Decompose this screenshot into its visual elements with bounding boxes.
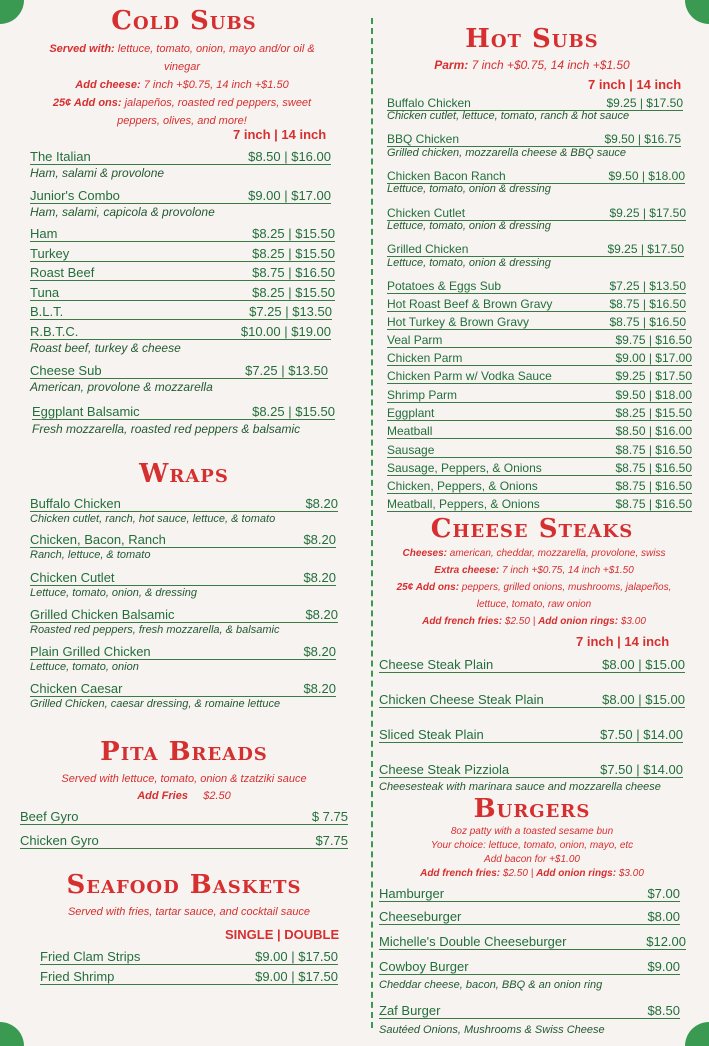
note-label: Add french fries: bbox=[420, 868, 501, 879]
item-name: Hot Roast Beef & Brown Gravy bbox=[387, 297, 553, 311]
pita-title: Pita Breads bbox=[100, 737, 268, 767]
item-price: $8.25 | $15.50 bbox=[252, 226, 335, 241]
menu-item bbox=[387, 365, 692, 384]
menu-item bbox=[30, 321, 331, 340]
menu-item bbox=[387, 402, 692, 421]
menu-item bbox=[387, 128, 681, 147]
item-description: Grilled Chicken, caesar dressing, & romaine lettuce bbox=[30, 698, 281, 710]
note-label: Served with: bbox=[49, 43, 115, 55]
item-price: $9.25 | $17.50 bbox=[609, 206, 686, 220]
menu-item bbox=[387, 293, 686, 312]
menu-item bbox=[30, 360, 328, 379]
menu-item bbox=[387, 420, 692, 439]
item-price: $9.00 | $17.50 bbox=[255, 969, 338, 984]
cheese-steaks-title: Cheese Steaks bbox=[430, 514, 634, 544]
item-price: $8.50 | $16.00 bbox=[248, 149, 331, 164]
item-name: Beef Gyro bbox=[20, 809, 79, 824]
item-price: $8.20 bbox=[305, 496, 338, 511]
item-name: Chicken Cutlet bbox=[387, 206, 466, 220]
cold-subs-title: Cold Subs bbox=[111, 6, 257, 36]
note-text: peppers, grilled onions, mushrooms, jalapeños, bbox=[459, 582, 672, 593]
item-price: $ 7.75 bbox=[311, 809, 348, 824]
item-name: Chicken Gyro bbox=[20, 833, 99, 848]
menu-item bbox=[379, 759, 683, 778]
item-description: Chicken cutlet, ranch, hot sauce, lettuce, & tomato bbox=[30, 513, 276, 525]
item-price: $8.20 bbox=[303, 644, 336, 659]
menu-item bbox=[30, 641, 336, 660]
item-name: Buffalo Chicken bbox=[387, 96, 471, 110]
menu-item bbox=[379, 956, 680, 975]
item-name: Shrimp Parm bbox=[387, 388, 458, 402]
note-line bbox=[22, 58, 342, 76]
note-text: lettuce, tomato, onion, mayo and/or oil & bbox=[114, 43, 315, 55]
menu-item bbox=[30, 604, 338, 623]
menu-item bbox=[32, 401, 335, 420]
menu-item bbox=[30, 678, 336, 697]
item-price: $8.25 | $15.50 bbox=[615, 406, 692, 420]
note-text: american, cheddar, mozzarella, provolone, swiss bbox=[447, 548, 666, 559]
item-price: $9.00 | $17.50 bbox=[255, 949, 338, 964]
item-name: Ham bbox=[30, 226, 58, 241]
menu-item bbox=[20, 830, 348, 849]
menu-item bbox=[387, 238, 684, 257]
parm-text: 7 inch +$0.75, 14 inch +$1.50 bbox=[468, 58, 630, 72]
menu-item bbox=[387, 311, 686, 330]
item-name: Eggplant Balsamic bbox=[32, 404, 140, 419]
hot-subs-sizes: 7 inch | 14 inch bbox=[588, 77, 682, 92]
item-price: $8.00 bbox=[647, 909, 680, 924]
note-text: $2.50 | bbox=[500, 868, 537, 879]
item-price: $8.20 bbox=[305, 607, 338, 622]
item-price: $7.25 | $13.50 bbox=[609, 279, 686, 293]
note-line bbox=[374, 825, 690, 839]
item-price: $9.00 | $17.00 bbox=[248, 188, 331, 203]
item-price: $7.50 | $14.00 bbox=[600, 762, 683, 777]
item-name: Chicken, Peppers, & Onions bbox=[387, 479, 538, 493]
cheese-steaks-notes bbox=[374, 545, 694, 630]
note-text: 7 inch +$0.75, 14 inch +$1.50 bbox=[499, 565, 634, 576]
corner-decoration bbox=[0, 1022, 24, 1046]
menu-item bbox=[379, 1000, 680, 1019]
item-description: Lettuce, tomato, onion bbox=[30, 661, 139, 673]
item-name: Junior's Combo bbox=[30, 188, 120, 203]
item-price: $8.50 bbox=[647, 1003, 680, 1018]
menu-item bbox=[30, 493, 338, 512]
item-description: Cheddar cheese, bacon, BBQ & an onion ring bbox=[379, 979, 603, 991]
menu-item bbox=[30, 282, 335, 301]
item-price: $8.75 | $16.50 bbox=[615, 479, 692, 493]
menu-item bbox=[379, 883, 680, 902]
note-text: $2.50 | bbox=[502, 616, 539, 627]
note-line bbox=[22, 94, 342, 112]
item-description: Ham, salami & provolone bbox=[30, 166, 165, 180]
seafood-title: Seafood Baskets bbox=[66, 870, 302, 900]
pita-fries-price: $2.50 bbox=[203, 790, 231, 802]
note-text: peppers, olives, and more! bbox=[117, 115, 247, 127]
item-price: $9.50 | $18.00 bbox=[608, 169, 685, 183]
menu-item bbox=[387, 347, 692, 366]
note-label: Add onion rings: bbox=[538, 616, 619, 627]
menu-item bbox=[379, 724, 683, 743]
menu-item bbox=[30, 243, 335, 262]
corner-decoration bbox=[685, 0, 709, 24]
pita-fries-note bbox=[0, 788, 368, 805]
note-text: Add bacon for +$1.00 bbox=[484, 854, 580, 865]
item-price: $12.00 bbox=[646, 934, 686, 949]
item-name: Eggplant bbox=[387, 406, 435, 420]
item-price: $8.25 | $15.50 bbox=[252, 404, 335, 419]
hot-subs-note bbox=[374, 57, 690, 74]
item-price: $8.75 | $16.50 bbox=[252, 265, 335, 280]
item-name: Chicken, Bacon, Ranch bbox=[30, 532, 166, 547]
item-description: Ranch, lettuce, & tomato bbox=[30, 549, 151, 561]
item-price: $8.75 | $16.50 bbox=[609, 297, 686, 311]
item-name: The Italian bbox=[30, 149, 91, 164]
note-line bbox=[374, 853, 690, 867]
menu-item bbox=[387, 493, 692, 512]
item-description: Roasted red peppers, fresh mozzarella, & balsamic bbox=[30, 624, 280, 636]
note-line bbox=[374, 867, 690, 881]
item-name: Michelle's Double Cheeseburger bbox=[379, 934, 567, 949]
note-line bbox=[374, 562, 694, 579]
item-name: Chicken Caesar bbox=[30, 681, 123, 696]
item-name: Grilled Chicken bbox=[387, 242, 469, 256]
item-description: Lettuce, tomato, onion, & dressing bbox=[30, 587, 197, 599]
note-label: 25¢ Add ons: bbox=[396, 582, 460, 593]
item-name: Hot Turkey & Brown Gravy bbox=[387, 315, 530, 329]
corner-decoration bbox=[685, 1022, 709, 1046]
item-name: Sliced Steak Plain bbox=[379, 727, 484, 742]
item-price: $8.50 | $16.00 bbox=[615, 424, 692, 438]
note-text: jalapeños, roasted red peppers, sweet bbox=[121, 97, 312, 109]
note-line bbox=[374, 839, 690, 853]
item-price: $9.25 | $17.50 bbox=[615, 369, 692, 383]
item-name: Cheese Steak Plain bbox=[379, 657, 494, 672]
menu-item bbox=[387, 475, 692, 494]
item-name: BBQ Chicken bbox=[387, 132, 460, 146]
item-name: Potatoes & Eggs Sub bbox=[387, 279, 502, 293]
item-name: Sausage, Peppers, & Onions bbox=[387, 461, 542, 475]
item-name: Zaf Burger bbox=[379, 1003, 441, 1018]
item-price: $9.00 bbox=[647, 959, 680, 974]
item-name: Tuna bbox=[30, 285, 60, 300]
menu-item bbox=[379, 654, 685, 673]
menu-item bbox=[387, 384, 692, 403]
cold-subs-sizes: 7 inch | 14 inch bbox=[233, 127, 327, 142]
item-price: $8.25 | $15.50 bbox=[252, 246, 335, 261]
note-line bbox=[374, 596, 694, 613]
item-name: Plain Grilled Chicken bbox=[30, 644, 151, 659]
item-name: Grilled Chicken Balsamic bbox=[30, 607, 175, 622]
item-name: Meatball, Peppers, & Onions bbox=[387, 497, 540, 511]
item-price: $9.50 | $18.00 bbox=[615, 388, 692, 402]
item-price: $8.20 bbox=[303, 681, 336, 696]
wraps-title: Wraps bbox=[139, 459, 229, 489]
seafood-note: Served with fries, tartar sauce, and cocktail sauce bbox=[67, 906, 311, 918]
item-name: R.B.T.C. bbox=[30, 324, 79, 339]
item-price: $8.75 | $16.50 bbox=[615, 461, 692, 475]
item-name: Chicken Bacon Ranch bbox=[387, 169, 506, 183]
note-text: vinegar bbox=[163, 61, 201, 73]
menu-item bbox=[387, 439, 692, 458]
note-label: Add french fries: bbox=[422, 616, 503, 627]
item-price: $9.25 | $17.50 bbox=[606, 96, 683, 110]
menu-item bbox=[30, 567, 336, 586]
item-price: $7.00 bbox=[647, 886, 680, 901]
item-price: $8.25 | $15.50 bbox=[252, 285, 335, 300]
note-text: 8oz patty with a toasted sesame bun bbox=[450, 826, 614, 837]
pita-note: Served with lettuce, tomato, onion & tzatziki sauce bbox=[61, 773, 307, 785]
menu-item bbox=[30, 146, 331, 165]
item-name: Fried Clam Strips bbox=[40, 949, 141, 964]
item-price: $8.75 | $16.50 bbox=[615, 497, 692, 511]
menu-item bbox=[30, 301, 332, 320]
item-name: Buffalo Chicken bbox=[30, 496, 121, 511]
note-line bbox=[374, 579, 694, 596]
item-description: Ham, salami, capicola & provolone bbox=[30, 205, 215, 219]
item-description: American, provolone & mozzarella bbox=[30, 380, 213, 394]
parm-label: Parm: bbox=[434, 58, 469, 72]
menu-item bbox=[387, 92, 683, 111]
hot-subs-title: Hot Subs bbox=[465, 24, 599, 54]
cheese-steaks-sizes: 7 inch | 14 inch bbox=[576, 634, 670, 649]
menu-item bbox=[379, 906, 680, 925]
item-price: $9.50 | $16.75 bbox=[604, 132, 681, 146]
pizziola-desc: Cheesesteak with marinara sauce and mozzarella cheese bbox=[379, 781, 661, 793]
item-price: $8.20 bbox=[303, 532, 336, 547]
menu-item bbox=[387, 457, 692, 476]
item-name: Chicken Parm bbox=[387, 351, 463, 365]
item-name: Roast Beef bbox=[30, 265, 95, 280]
note-text: $3.00 bbox=[616, 868, 644, 879]
item-description: Chicken cutlet, lettuce, tomato, ranch & hot sauce bbox=[387, 110, 630, 122]
item-price: $7.75 bbox=[315, 833, 348, 848]
item-name: Chicken Parm w/ Vodka Sauce bbox=[387, 369, 552, 383]
item-description: Lettuce, tomato, onion & dressing bbox=[387, 183, 551, 195]
note-line bbox=[22, 76, 342, 94]
item-name: Fried Shrimp bbox=[40, 969, 115, 984]
note-text: 7 inch +$0.75, 14 inch +$1.50 bbox=[140, 79, 289, 91]
column-divider bbox=[371, 18, 373, 1028]
note-label: Add cheese: bbox=[75, 79, 141, 91]
item-name: Sausage bbox=[387, 443, 435, 457]
item-price: $9.25 | $17.50 bbox=[607, 242, 684, 256]
cold-subs-notes bbox=[22, 40, 342, 130]
note-label: Extra cheese: bbox=[434, 565, 500, 576]
item-name: Cheeseburger bbox=[379, 909, 462, 924]
menu-item bbox=[379, 931, 686, 950]
item-name: Chicken Cheese Steak Plain bbox=[379, 692, 544, 707]
note-text: lettuce, tomato, raw onion bbox=[476, 599, 592, 610]
item-price: $7.25 | $13.50 bbox=[249, 304, 332, 319]
item-description: Grilled chicken, mozzarella cheese & BBQ sauce bbox=[387, 147, 627, 159]
note-text: $3.00 bbox=[618, 616, 646, 627]
item-name: B.L.T. bbox=[30, 304, 64, 319]
note-label: Cheeses: bbox=[402, 548, 448, 559]
burgers-title: Burgers bbox=[473, 794, 591, 824]
note-text: Your choice: lettuce, tomato, onion, mayo, etc bbox=[430, 840, 634, 851]
item-price: $8.00 | $15.00 bbox=[602, 692, 685, 707]
menu-item bbox=[30, 529, 336, 548]
item-description: Roast beef, turkey & cheese bbox=[30, 341, 181, 355]
item-name: Cowboy Burger bbox=[379, 959, 469, 974]
item-price: $8.00 | $15.00 bbox=[602, 657, 685, 672]
menu-item bbox=[40, 946, 338, 965]
item-description: Lettuce, tomato, onion & dressing bbox=[387, 220, 551, 232]
menu-item bbox=[387, 202, 686, 221]
note-label: 25¢ Add ons: bbox=[52, 97, 122, 109]
menu-item bbox=[379, 689, 685, 708]
item-description: Sautéed Onions, Mushrooms & Swiss Cheese bbox=[379, 1024, 605, 1036]
menu-item bbox=[20, 806, 348, 825]
item-price: $8.20 bbox=[303, 570, 336, 585]
menu-item bbox=[30, 223, 335, 242]
menu-item bbox=[387, 165, 685, 184]
menu-item bbox=[30, 262, 335, 281]
item-price: $9.75 | $16.50 bbox=[615, 333, 692, 347]
item-price: $9.00 | $17.00 bbox=[615, 351, 692, 365]
item-description: Lettuce, tomato, onion & dressing bbox=[387, 257, 551, 269]
note-label: Add onion rings: bbox=[536, 868, 617, 879]
item-name: Hamburger bbox=[379, 886, 445, 901]
item-price: $10.00 | $19.00 bbox=[240, 324, 331, 339]
menu-item bbox=[387, 329, 692, 348]
menu-item bbox=[40, 966, 338, 985]
item-name: Turkey bbox=[30, 246, 70, 261]
menu-item bbox=[30, 185, 331, 204]
seafood-sizes: SINGLE | DOUBLE bbox=[225, 927, 340, 942]
note-line bbox=[22, 40, 342, 58]
item-name: Cheese Steak Pizziola bbox=[379, 762, 510, 777]
item-name: Cheese Sub bbox=[30, 363, 102, 378]
item-description: Fresh mozzarella, roasted red peppers & balsamic bbox=[32, 422, 301, 436]
pita-fries-label: Add Fries bbox=[137, 790, 188, 802]
item-name: Veal Parm bbox=[387, 333, 443, 347]
menu-item bbox=[387, 275, 686, 294]
burgers-notes bbox=[374, 825, 690, 881]
item-price: $8.75 | $16.50 bbox=[615, 443, 692, 457]
item-price: $7.25 | $13.50 bbox=[245, 363, 328, 378]
item-name: Meatball bbox=[387, 424, 433, 438]
item-name: Chicken Cutlet bbox=[30, 570, 115, 585]
note-line bbox=[374, 545, 694, 562]
item-price: $7.50 | $14.00 bbox=[600, 727, 683, 742]
note-line bbox=[374, 613, 694, 630]
item-price: $8.75 | $16.50 bbox=[609, 315, 686, 329]
